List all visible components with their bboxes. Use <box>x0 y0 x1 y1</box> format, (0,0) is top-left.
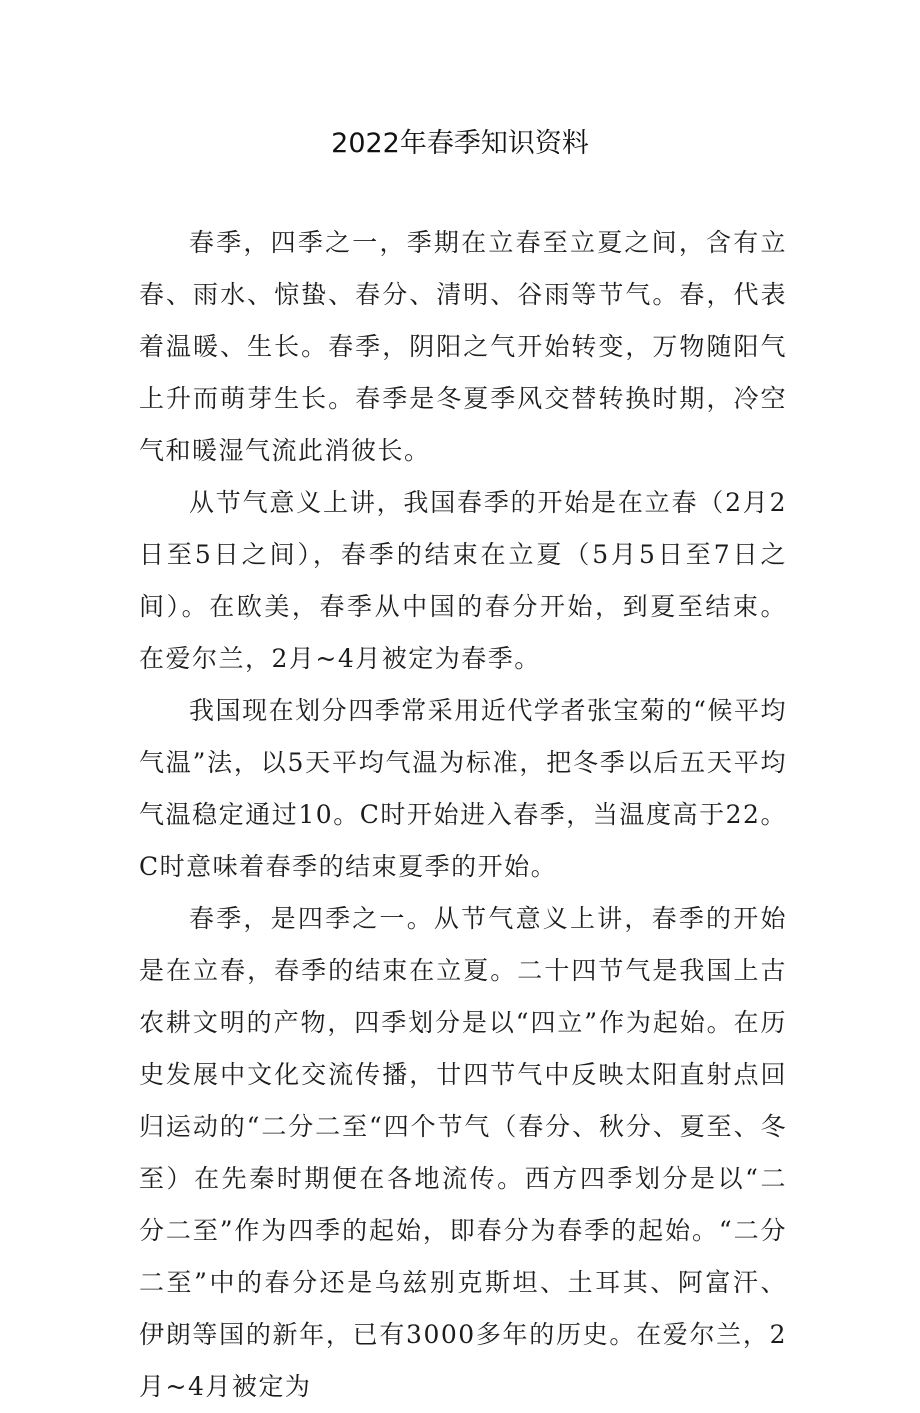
paragraph-history: 春季，是四季之一。从节气意义上讲，春季的开始是在立春，春季的结束在立夏。二十四节气是我国上古农耕文明的产物，四季划分是以“四立”作为起始。在历史发展中文化交流传播，廿四节气中反映太阳直射点回归运动的“二分二至“四个节气（春分、秋分、夏至、冬至）在先秦时期便在各地流传。西方四季划分是以“二分二至”作为四季的起始，即春分为春季的起始。“二分二至”中的春分还是乌兹别克斯坦、土耳其、阿富汗、伊朗等国的新年，已有3000多年的历史。在爱尔兰，2月~4月被定为 <box>139 904 787 1401</box>
document-body <box>139 217 787 1413</box>
paragraph-spring-definition: 春季，四季之一，季期在立春至立夏之间，含有立春、雨水、惊蛰、春分、清明、谷雨等节气。春，代表着温暖、生长。春季，阴阳之气开始转变，万物随阳气上升而萌芽生长。春季是冬夏季风交替转换时期，冷空气和暖湿气流此消彼长。 <box>139 228 787 465</box>
paragraph-solar-terms-dates: 从节气意义上讲，我国春季的开始是在立春（2月2日至5日之间），春季的结束在立夏（5月5日至7日之间）。在欧美，春季从中国的春分开始，到夏至结束。在爱尔兰，2月~4月被定为春季。 <box>139 488 787 673</box>
paragraph-temperature-method: 我国现在划分四季常采用近代学者张宝菊的“候平均气温”法，以5天平均气温为标准，把冬季以后五天平均气温稳定通过10。C时开始进入春季，当温度高于22。C时意味着春季的结束夏季的开始。 <box>139 696 787 881</box>
document-title: 2022年春季知识资料 <box>331 128 589 159</box>
